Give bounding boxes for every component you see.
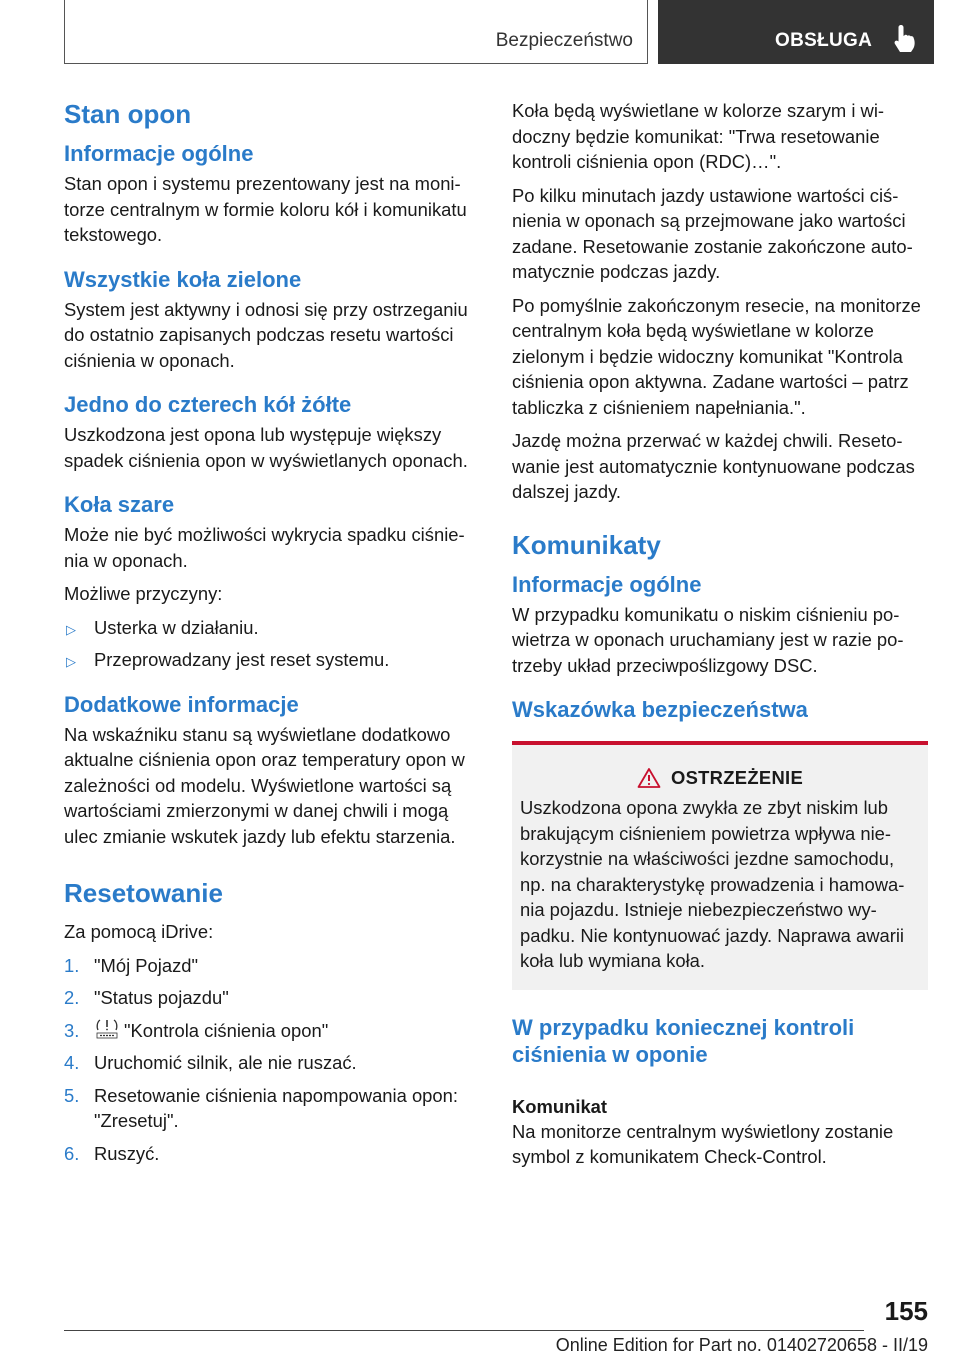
pointing-hand-icon <box>892 23 918 53</box>
yellow-wheels-heading: Jedno do czterech kół żółte <box>64 392 352 417</box>
triangle-bullet-icon: ▷ <box>66 621 76 637</box>
warning-title <box>520 767 920 789</box>
list-item: 4. Uruchomić silnik, ale nie ruszać. <box>64 1052 357 1073</box>
reset-steps <box>64 953 480 1167</box>
list-item: 3. "Kontrola ciśnienia opon" <box>64 1019 329 1041</box>
footer-edition: Online Edition for Part no. 01402720658 - II/19 <box>555 1335 928 1355</box>
list-item: 1. "Mój Pojazd" <box>64 954 199 976</box>
additional-info-text: Na wskaźniku stanu są wyświetlane dodatkowo aktualne ciśnienia opon oraz temperatury opon w zależności od modelu. Wyświetlone wartości są wartościami zmierzonymi w danej chwili i mogą ulec zmianie wskutek jazdy lub efektu starzenia. <box>64 723 465 847</box>
reset-title: Resetowanie <box>64 878 223 908</box>
messages-title: Komunikaty <box>512 529 661 560</box>
reset-intro: Za pomocą iDrive: <box>64 921 214 942</box>
warning-box <box>512 741 928 990</box>
tire-pressure-reset-icon <box>94 1018 120 1040</box>
page-number: 155 <box>884 1296 928 1326</box>
additional-info-heading: Dodatkowe informacje <box>64 691 299 717</box>
list-item: ▷ Usterka w działaniu. <box>64 615 480 641</box>
general-info-heading: Informacje ogólne <box>64 141 254 166</box>
message-subheading: Komunikat <box>512 1095 608 1117</box>
header-section-box <box>64 0 648 64</box>
pressure-check-heading: W przypadku koniecznej kontroli ciśnienia w oponie <box>512 1014 855 1067</box>
list-item: 6. Ruszyć. <box>64 1142 160 1164</box>
general-info-text: Stan opon i systemu prezentowany jest na monitorze centralnym w formie koloru kół i komunikatu tekstowego. <box>64 173 467 245</box>
warning-triangle-icon <box>637 767 661 789</box>
messages-general-text: W przypadku komunikatu o niskim ciśnieniu powietrza w oponach uruchamiany jest w razie potrzeby układ przeciwpoślizgowy DSC. <box>512 603 904 676</box>
message-text: Na monitorze centralnym wyświetlony zostanie symbol z komunikatem Check-Control. <box>512 1120 894 1167</box>
causes-list <box>64 615 480 673</box>
reset-success-text: Po pomyślnie zakończonym resecie, na monitorze centralnym koła będą wyświetlane w kolorze zielonym i będzie widoczny komunikat "Kontrola ciśnienia opon aktywna. Zadane wartości – patrz tabliczka z ciśnieniem napełniania.". <box>512 294 921 418</box>
reset-interrupt-text: Jazdę można przerwać w każdej chwili. Resetowanie jest automatycznie kontynuowane podczas dalszej jazdy. <box>512 430 915 502</box>
list-item: 2. "Status pojazdu" <box>64 987 229 1008</box>
grey-wheels-heading: Koła szare <box>64 492 175 517</box>
warning-label: OSTRZEŻENIE <box>670 767 804 788</box>
possible-causes-label: Możliwe przyczyny: <box>64 583 223 604</box>
triangle-bullet-icon: ▷ <box>66 654 76 669</box>
all-green-text: System jest aktywny i odnosi się przy ostrzeganiu do ostatnio zapisanych podczas resetu wartości ciśnienia w oponach. <box>64 298 468 371</box>
grey-wheels-text: Może nie być możliwości wykrycia spadku ciśnienia w oponach. <box>64 524 465 571</box>
safety-tip-heading: Wskazówka bezpieczeństwa <box>512 697 808 722</box>
yellow-wheels-text: Uszkodzona jest opona lub występuje większy spadek ciśnienia opon w wyświetlanych oponach. <box>64 424 468 471</box>
messages-general-heading: Informacje ogólne <box>512 571 702 597</box>
reset-progress-text: Koła będą wyświetlane w kolorze szarym i widoczny będzie komunikat: "Trwa resetowanie kontroli ciśnienia opon (RDC)…". <box>512 100 885 172</box>
list-item: ▷ Przeprowadzany jest reset systemu. <box>64 647 480 673</box>
reset-values-text: Po kilku minutach jazdy ustawione wartości ciśnienia w oponach są przejmowane jako wartości zadane. Resetowanie zostanie zakończone automatycznie podczas jazdy. <box>512 184 913 282</box>
page-title: Stan opon <box>64 99 192 129</box>
all-green-heading: Wszystkie koła zielone <box>64 266 302 292</box>
warning-text: Uszkodzona opona zwykła ze zbyt niskim lub brakującym ciśnieniem powietrza wpływa niekorzystnie na właściwości jezdne samochodu, np. na charakterystykę prowadzenia i hamowania pojazdu. Istnieje niebezpieczeństwo wypadku. Nie kontynuować jazdy. Naprawa awarii koła lub wymiana koła. <box>520 797 905 971</box>
header-section: Bezpieczeństwo <box>495 30 633 51</box>
list-item: 5. Resetowanie ciśnienia napompowania opon: "Zresetuj". <box>64 1084 458 1131</box>
right-column <box>512 98 928 1178</box>
left-column <box>64 98 480 1173</box>
header-chapter: OBSŁUGA <box>775 30 873 51</box>
footer-divider <box>64 1330 864 1331</box>
header-chapter-box <box>658 0 934 64</box>
